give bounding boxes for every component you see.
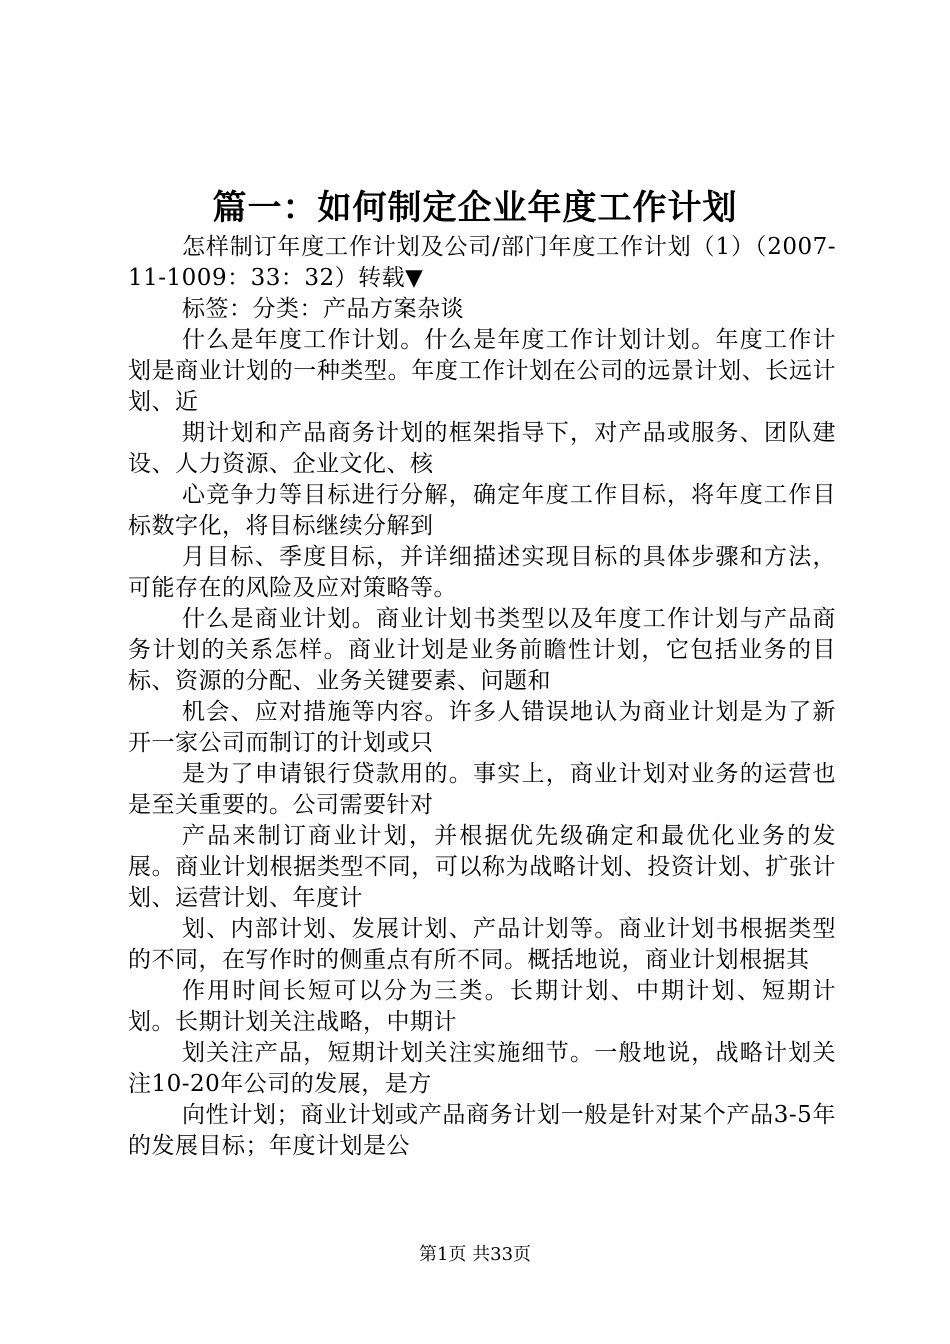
page-footer [0,1243,950,1267]
paragraph: 什么是年度工作计划。什么是年度工作计划计划。年度工作计划是商业计划的一种类型。年度工作计划在公司的远景计划、长远计划、近 [128,327,836,415]
paragraph: 什么是商业计划。商业计划书类型以及年度工作计划与产品商务计划的关系怎样。商业计划是业务前瞻性计划，它包括业务的目标、资源的分配、业务关键要素、问题和 [128,606,836,694]
paragraph: 怎样制订年度工作计划及公司/部门年度工作计划（1）（2007-11-1009：33：32）转载▼ [128,234,836,291]
paragraph: 向性计划；商业计划或产品商务计划一般是针对某个产品3-5年的发展目标；年度计划是公 [128,1102,836,1159]
paragraph: 划关注产品，短期计划关注实施细节。一般地说，战略计划关注10-20年公司的发展，是方 [128,1040,836,1097]
paragraph: 标签：分类：产品方案杂谈 [182,296,464,322]
paragraph: 是为了申请银行贷款用的。事实上，商业计划对业务的运营也是至关重要的。公司需要针对 [128,761,836,818]
paragraph: 心竞争力等目标进行分解，确定年度工作目标，将年度工作目标数字化，将目标继续分解到 [128,482,836,539]
paragraph: 产品来制订商业计划，并根据优先级确定和最优化业务的发展。商业计划根据类型不同，可以称为战略计划、投资计划、扩张计划、运营计划、年度计 [128,823,836,911]
document-body [128,232,836,1162]
page-number: 第1页 共33页 [418,1244,532,1265]
paragraph: 期计划和产品商务计划的框架指导下，对产品或服务、团队建设、人力资源、企业文化、核 [128,420,836,477]
paragraph: 划、内部计划、发展计划、产品计划等。商业计划书根据类型的不同，在写作时的侧重点有所不同。概括地说，商业计划根据其 [128,916,836,973]
paragraph: 作用时间长短可以分为三类。长期计划、中期计划、短期计划。长期计划关注战略，中期计 [128,978,836,1035]
document-title: 篇一：如何制定企业年度工作计划 [212,188,738,228]
paragraph: 机会、应对措施等内容。许多人错误地认为商业计划是为了新开一家公司而制订的计划或只 [128,699,836,756]
paragraph: 月目标、季度目标，并详细描述实现目标的具体步骤和方法，可能存在的风险及应对策略等。 [128,544,836,601]
